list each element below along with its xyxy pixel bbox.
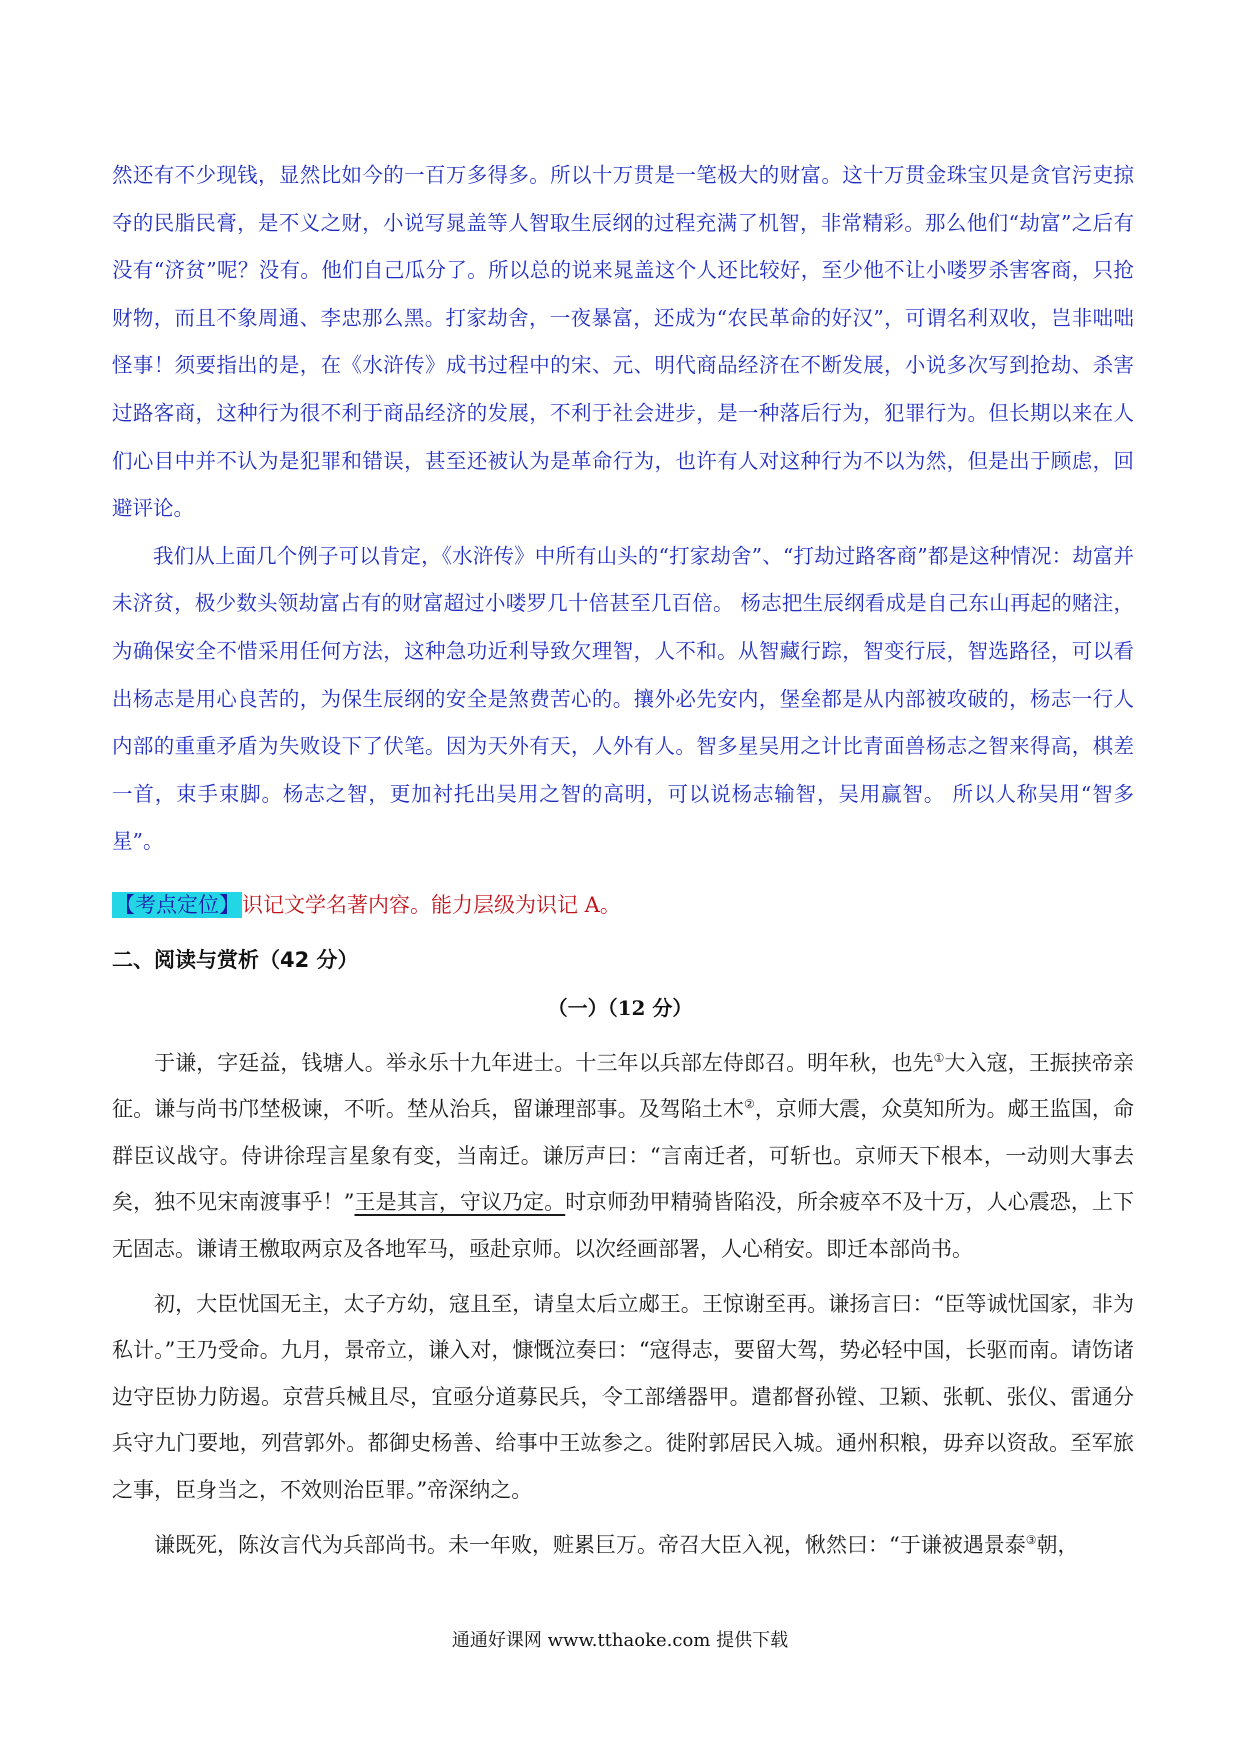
footnote-marker-3: ③ (1025, 1533, 1037, 1548)
commentary-paragraph-1: 然还有不少现钱，显然比如今的一百万多得多。所以十万贯是一笔极大的财富。这十万贯金珠宝贝是贪官污吏掠夺的民脂民膏，是不义之财，小说写晁盖等人智取生辰纲的过程充满了机智，非常精彩。那么他们“劫富”之后有没有“济贫”呢？没有。他们自己瓜分了。所以总的说来晁盖这个人还比较好，至少他不让小喽罗杀害客商，只抢财物，而且不象周通、李忠那么黑。打家劫舍，一夜暴富，还成为“农民革命的好汉”，可谓名利双收，岂非咄咄怪事！须要指出的是，在《水浒传》成书过程中的宋、元、明代商品经济在不断发展，小说多次写到抢劫、杀害过路客商，这种行为很不利于商品经济的发展，不利于社会进步，是一种落后行为，犯罪行为。但长期以来在人们心目中并不认为是犯罪和错误，甚至还被认为是革命行为，也许有人对这种行为不以为然，但是出于顾虑，回避评论。 (112, 163, 1134, 521)
footnote-marker-1: ① (933, 1051, 945, 1065)
classical-p1-part-d: 时京师劲甲精骑皆陷没，所余疲卒不及十万，人心震恐，上下无固志。谦请王檄取两京及各地军马，亟赴京师。以次经画部署，人心稍安。即迁本部尚书。 (112, 1190, 1134, 1261)
classical-p3-part-b: 朝， (1036, 1533, 1079, 1558)
classical-p1-part-c: ，京师大震，众莫知所为。郕王监国，命群臣议战守。侍讲徐珵言星象有变，当南迁。谦厉声曰：“言南迁者，可斩也。京师天下根本，一动则大事去矣，独不见宋南渡事乎！” (112, 1097, 1135, 1215)
section-subtitle: （一）（12 分） (547, 996, 693, 1020)
kaodian-text: 识记文学名著内容。能力层级为识记 A。 (242, 893, 621, 917)
classical-p3-part-a: 谦既死，陈汝言代为兵部尚书。未一年败，赃累巨万。帝召大臣入视，愀然曰：“于谦被遇景泰 (154, 1533, 1026, 1558)
underlined-sentence: 王是其言，守议乃定。 (354, 1190, 566, 1215)
commentary-paragraph-2: 我们从上面几个例子可以肯定，《水浒传》中所有山头的“打家劫舍”、“打劫过路客商”都是这种情况：劫富并未济贫，极少数头领劫富占有的财富超过小喽罗几十倍甚至几百倍。 杨志把生辰纲看成是自己东山再起的赌注，为确保安全不惜采用任何方法，这种急功近利导致欠理智，人不和。从智藏行踪，智变行辰，智选路径，可以看出杨志是用心良苦的，为保生辰纲的安全是煞费苦心的。攘外必先安内，堡垒都是从内部被攻破的，杨志一行人内部的重重矛盾为失败设下了伏笔。因为天外有天，人外有人。智多星吴用之计比青面兽杨志之智来得高，棋差一首，束手束脚。杨志之智，更加衬托出吴用之智的高明，可以说杨志输智，吴用赢智。 所以人称吴用“智多星”。 (112, 543, 1134, 854)
classical-text-block (112, 1040, 1134, 1577)
kaodian-tag: 【考点定位】 (114, 893, 240, 917)
classical-paragraph-3 (112, 1522, 1134, 1568)
classical-p1-part-a: 于谦，字廷益，钱塘人。举永乐十九年进士。十三年以兵部左侍郎召。明年秋，也先 (154, 1051, 934, 1075)
section-title: 二、阅读与赏析（42 分） (112, 948, 359, 972)
classical-paragraph-2: 初，大臣忧国无主，太子方幼，寇且至，请皇太后立郕王。王惊谢至再。谦扬言曰：“臣等诚忧国家，非为私计。”王乃受命。九月，景帝立，谦入对，慷慨泣奏曰：“寇得志，要留大驾，势必轻中国，长驱而南。请饬诸边守臣协力防遏。京营兵械且尽，宜亟分道募民兵，令工部缮器甲。遣都督孙镗、卫颖、张軏、张仪、雷通分兵守九门要地，列营郭外。都御史杨善、给事中王竑参之。徙附郭居民入城。通州积粮，毋弃以资敌。至军旅之事，臣身当之，不效则治臣罪。”帝深纳之。 (112, 1292, 1134, 1502)
classical-p1-part-b: 大入寇，王振挟帝亲征。谦与尚书邝埜极谏，不听。埜从治兵，留谦理部事。及驾陷土木 (112, 1051, 1134, 1122)
commentary-block (112, 152, 1134, 866)
footnote-marker-2: ② (744, 1097, 755, 1112)
classical-paragraph-1 (112, 1040, 1134, 1272)
page-footer: 通通好课网 www.tthaoke.com 提供下载 (451, 1630, 789, 1651)
kaodian-line (112, 886, 621, 924)
